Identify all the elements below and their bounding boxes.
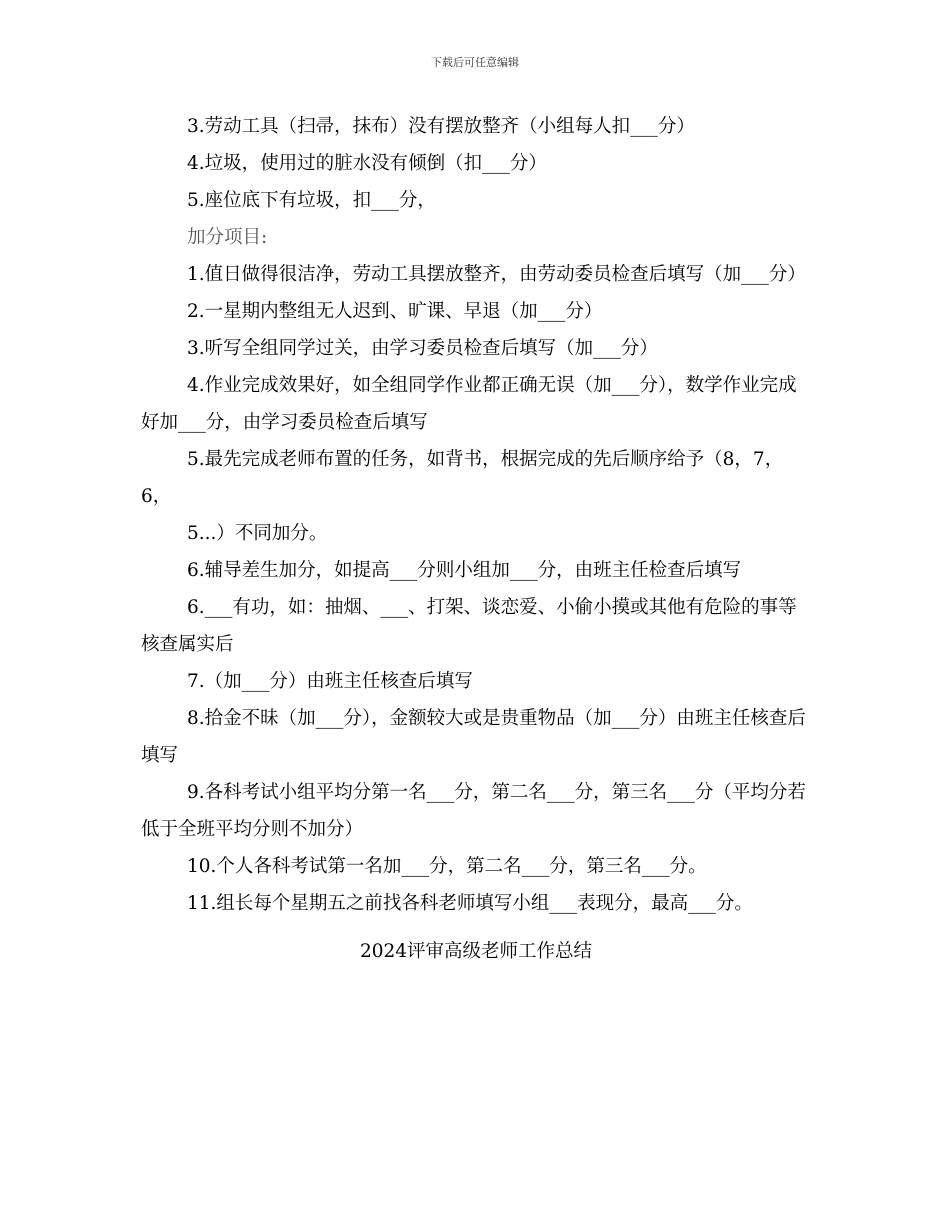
deduction-item-5: 5.座位底下有垃圾，扣___分，	[187, 190, 436, 211]
bonus-item-7: 7.（加___分）由班主任核查后填写	[187, 671, 473, 692]
bonus-item-9: 9.各科考试小组平均分第一名___分，第二名___分，第三名___分（平均分若低于全班平均分则不加分）	[141, 782, 806, 840]
bonus-item-3: 3.听写全组同学过关，由学习委员检查后填写（加___分）	[187, 338, 658, 359]
bonus-item-5-continued: 5...）不同加分。	[187, 523, 328, 544]
section-title: 2024评审高级老师工作总结	[359, 941, 593, 962]
bonus-item-8: 8.拾金不昧（加___分），金额较大或是贵重物品（加___分）由班主任核查后填写	[141, 708, 806, 766]
deduction-item-4: 4.垃圾，使用过的脏水没有倾倒（扣___分）	[187, 153, 547, 174]
section-heading-bonus: 加分项目:	[187, 227, 268, 248]
bonus-item-11: 11.组长每个星期五之前找各科老师填写小组___表现分，最高___分。	[187, 893, 753, 914]
bonus-item-1: 1.值日做得很洁净，劳动工具摆放整齐，由劳动委员检查后填写（加___分）	[187, 264, 806, 285]
bonus-item-4: 4.作业完成效果好，如全组同学作业都正确无误（加___分），数学作业完成好加___分，由学习委员检查后填写	[141, 375, 797, 433]
deduction-item-3: 3.劳动工具（扫帚，抹布）没有摆放整齐（小组每人扣___分）	[187, 116, 695, 137]
document-body	[141, 108, 811, 970]
page-header: 下载后可任意编辑	[431, 56, 519, 69]
bonus-item-5: 5.最先完成老师布置的任务，如背书，根据完成的先后顺序给予（8，7，6，	[141, 449, 784, 507]
bonus-item-10: 10.个人各科考试第一名加___分，第二名___分，第三名___分。	[187, 856, 707, 877]
bonus-item-6b: 6.___有功，如：抽烟、___、打架、谈恋爱、小偷小摸或其他有危险的事等核查属实后	[141, 597, 797, 655]
bonus-item-6a: 6.辅导差生加分，如提高___分则小组加___分，由班主任检查后填写	[187, 560, 742, 581]
bonus-item-2: 2.一星期内整组无人迟到、旷课、早退（加___分）	[187, 301, 603, 322]
